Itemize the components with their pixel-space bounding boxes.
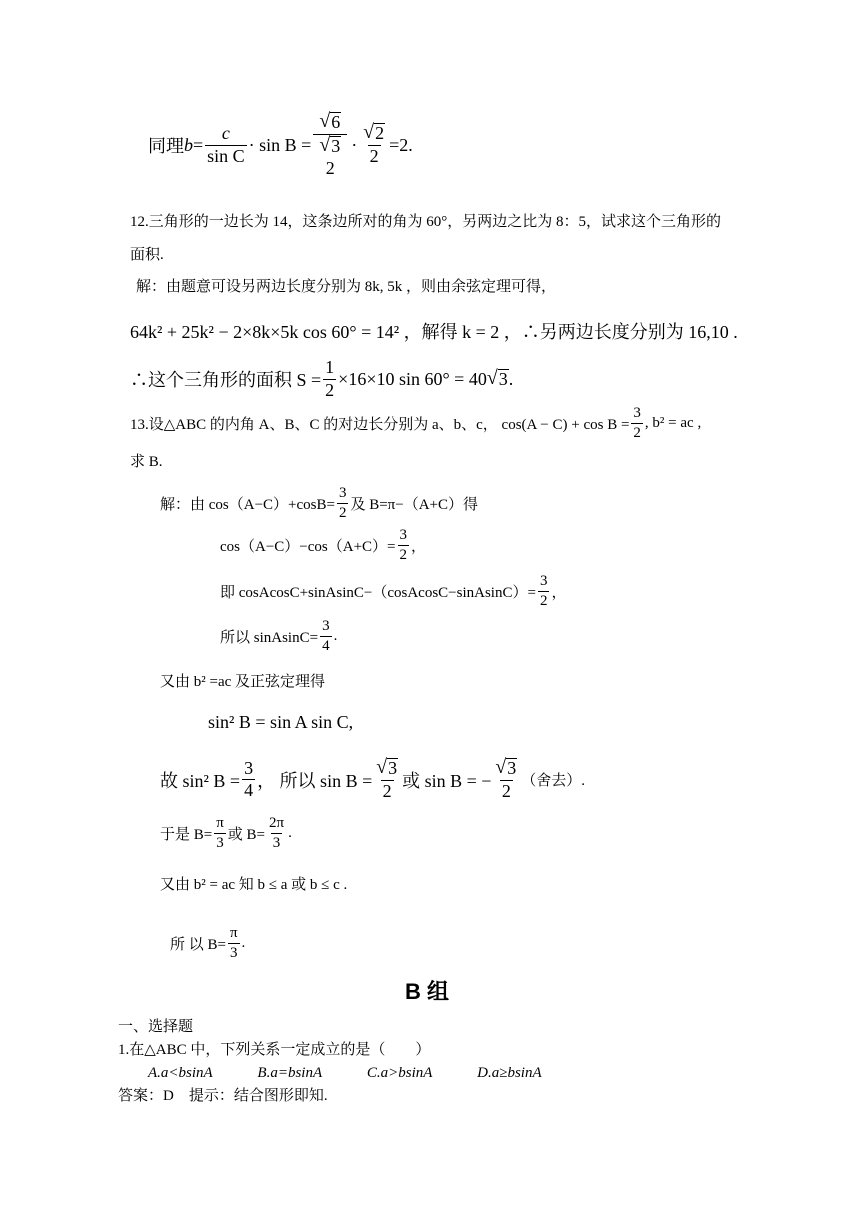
sqrt: √ 3 <box>486 366 508 389</box>
problem-12-equation: 64k² + 25k² − 2×8k×5k cos 60° = 14² ，解得 k = 2 ，∴另两边长度分别为 16,10 . <box>130 322 738 342</box>
solution-step-2 <box>220 527 426 563</box>
denominator: 2 <box>325 157 335 178</box>
numerator: 3 <box>322 618 330 634</box>
numerator: √ 3 <box>319 133 341 156</box>
fraction <box>228 925 240 961</box>
solution-step-7 <box>160 758 585 802</box>
problem-12-line2: 面积. <box>130 247 164 263</box>
solution-step-5: 又由 b² =ac 及正弦定理得 <box>160 674 326 690</box>
text: ∴这个三角形的面积 S = <box>130 370 322 391</box>
text: ， 所以 sin B = <box>257 770 373 791</box>
fraction <box>320 618 332 654</box>
fraction <box>205 124 247 167</box>
fraction <box>214 815 226 851</box>
solution-step-3 <box>220 573 566 609</box>
solution-conclusion <box>170 925 245 961</box>
denominator: 2 <box>539 592 548 609</box>
denominator: 3 <box>216 834 224 851</box>
question-1: 1.在△ABC 中，下列关系一定成立的是（ ） <box>118 1042 431 1058</box>
text: 或 sin B = − <box>402 770 492 791</box>
radicand: 3 <box>507 758 517 778</box>
denominator: sin C <box>207 145 245 166</box>
denominator: 2 <box>325 379 335 400</box>
fraction <box>538 573 550 609</box>
numerator: √ 3 <box>495 756 517 778</box>
fraction <box>631 405 643 441</box>
text: ， <box>411 538 427 555</box>
text: 即 cosAcosC+sinAsinC−（cosAcosC−sinAsinC）= <box>220 584 536 601</box>
text: 所以 sinAsinC= <box>220 629 319 646</box>
text: cos（A−C）−cos（A+C）= <box>220 538 396 555</box>
numerator: 3 <box>539 573 548 589</box>
radicand: 6 <box>331 112 341 132</box>
formula-b-value: 同理 b = $\frac{c}{\text{sin C}}$ · sin B = √ 6 √ 3 2 · √ 2 2 =2. <box>148 110 413 178</box>
text: 解：由 cos（A−C）+cosB= <box>160 496 335 513</box>
text: · sin B = <box>248 134 312 155</box>
text: ×16×10 sin 60° = 40 <box>338 368 487 389</box>
numerator: 1 <box>325 357 335 377</box>
denominator: 3 <box>230 944 238 961</box>
question-1-options: A.a<bsinA B.a=bsinA C.a>bsinA D.a≥bsinA <box>148 1065 542 1081</box>
section-title: B 组 <box>405 979 450 1004</box>
radicand: 3 <box>388 758 398 778</box>
problem-13-line1 <box>130 405 701 441</box>
radicand: 3 <box>331 135 341 156</box>
text: . <box>241 934 246 951</box>
fraction <box>493 758 519 802</box>
problem-13-line2: 求 B. <box>130 454 163 470</box>
numerator: π <box>229 925 238 941</box>
numerator: √ 6 <box>319 110 341 132</box>
text: . <box>508 368 514 389</box>
numerator: π <box>216 815 224 831</box>
fraction <box>398 527 410 563</box>
text: . <box>333 627 338 644</box>
problem-12-area <box>130 358 513 401</box>
question-1-answer: 答案：D 提示：结合图形即知. <box>118 1088 328 1104</box>
text: 及 B=π−（A+C）得 <box>350 496 479 513</box>
fraction <box>323 358 336 401</box>
denominator: 2 <box>382 780 392 801</box>
text: = <box>193 134 204 155</box>
solution-step-6: sin² B = sin A sin C, <box>208 712 354 732</box>
text: 13.设△ABC 的内角 A、B、C 的对边长分别为 a、b、c， cos(A − C) + cos B = <box>130 416 630 433</box>
text: 所 以 B= <box>170 936 226 953</box>
problem-12-solution: 解：由题意可设另两边长度分别为 8k, 5k ，则由余弦定理可得， <box>136 279 557 295</box>
text: 故 sin² B = <box>160 770 241 791</box>
text: 于是 B= <box>160 826 213 843</box>
denominator: 3 <box>272 834 281 851</box>
fraction <box>313 112 347 178</box>
denominator: 2 <box>338 504 347 521</box>
text: ， <box>551 584 567 601</box>
fraction <box>267 815 286 851</box>
problem-12-line1: 12.三角形的一边长为 14，这条边所对的角为 60°，另两边之比为 8：5，试求这个三角形的 <box>130 214 722 230</box>
numerator: √ 3 <box>376 756 398 778</box>
denominator: 4 <box>244 780 254 801</box>
denominator: 2 <box>399 546 408 563</box>
solution-step-1 <box>160 485 478 521</box>
text: , b² = ac , <box>644 414 702 431</box>
fraction <box>337 485 349 521</box>
denominator: 2 <box>369 146 379 167</box>
denominator: 2 <box>633 424 641 441</box>
numerator: 3 <box>399 527 408 543</box>
denominator: 2 <box>501 780 511 801</box>
text: 同理 <box>148 136 184 157</box>
solution-step-8 <box>160 815 292 851</box>
text: （舍去）. <box>521 773 586 790</box>
text: . <box>288 824 292 841</box>
radicand: 2 <box>375 123 385 144</box>
numerator: √ 2 <box>363 121 385 144</box>
var-b: b <box>184 134 193 155</box>
numerator: 3 <box>244 757 254 778</box>
solution-step-9: 又由 b² = ac 知 b ≤ a 或 b ≤ c . <box>160 877 348 893</box>
solution-step-4 <box>220 618 337 654</box>
fraction <box>317 133 343 179</box>
radicand: 3 <box>498 368 508 389</box>
numerator: 3 <box>338 485 347 501</box>
denominator: 4 <box>322 637 330 654</box>
numerator: 3 <box>633 405 641 421</box>
numerator: c <box>221 122 230 143</box>
text: 或 B= <box>227 826 266 843</box>
fraction <box>361 123 387 167</box>
fraction <box>242 759 255 802</box>
numerator: 2π <box>269 815 285 831</box>
section-heading: 一、选择题 <box>118 1019 194 1035</box>
text: =2. <box>389 134 413 155</box>
denominator <box>313 134 347 179</box>
fraction <box>374 758 400 802</box>
